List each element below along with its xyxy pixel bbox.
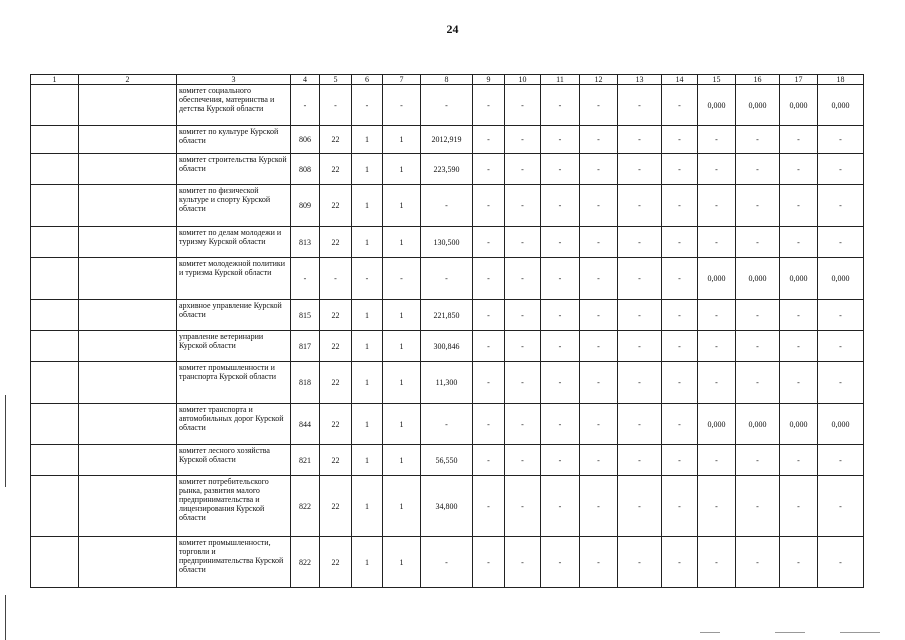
table-cell: - — [473, 300, 505, 331]
table-cell: 22 — [320, 404, 352, 445]
table-cell: 1 — [383, 227, 421, 258]
table-cell: 0,000 — [736, 85, 780, 126]
table-cell: - — [736, 331, 780, 362]
table-cell — [31, 537, 79, 588]
table-cell: - — [541, 476, 580, 537]
table-cell: - — [421, 258, 473, 300]
table-cell: - — [736, 445, 780, 476]
table-cell: - — [580, 362, 618, 404]
table-cell: 2012,919 — [421, 126, 473, 154]
table-cell: 808 — [291, 154, 320, 185]
table-cell: - — [505, 227, 541, 258]
table-cell — [79, 362, 177, 404]
table-cell: - — [618, 404, 662, 445]
table-cell: - — [698, 331, 736, 362]
table-cell: - — [421, 537, 473, 588]
page-number: 24 — [446, 22, 459, 36]
table-cell: - — [473, 258, 505, 300]
column-header: 18 — [818, 75, 864, 85]
table-cell: 22 — [320, 154, 352, 185]
table-cell: - — [505, 331, 541, 362]
table-cell: 1 — [352, 154, 383, 185]
table-cell: 11,300 — [421, 362, 473, 404]
table-cell: 1 — [352, 185, 383, 227]
table-cell: - — [505, 300, 541, 331]
table-cell: - — [505, 362, 541, 404]
table-row — [31, 362, 864, 404]
table-cell: - — [541, 445, 580, 476]
table-cell — [79, 258, 177, 300]
table-cell: - — [818, 126, 864, 154]
table-cell: - — [541, 331, 580, 362]
table-cell: - — [383, 258, 421, 300]
table-header-row — [31, 75, 864, 85]
table-cell: 22 — [320, 537, 352, 588]
table-cell: 1 — [383, 185, 421, 227]
table-cell: - — [580, 445, 618, 476]
org-name-cell: комитет молодежной политики и туризма Курской области — [177, 258, 291, 300]
table-cell: 221,850 — [421, 300, 473, 331]
column-header: 4 — [291, 75, 320, 85]
table-cell: - — [580, 258, 618, 300]
table-cell: 22 — [320, 185, 352, 227]
table-cell: - — [618, 331, 662, 362]
table-row — [31, 258, 864, 300]
table-cell: - — [818, 185, 864, 227]
table-cell: - — [618, 258, 662, 300]
table-cell: - — [698, 154, 736, 185]
table-cell: - — [780, 154, 818, 185]
table-cell: - — [580, 300, 618, 331]
table-cell: 0,000 — [780, 258, 818, 300]
column-header: 16 — [736, 75, 780, 85]
table-cell: 56,550 — [421, 445, 473, 476]
org-name-cell: комитет потребительского рынка, развития малого предпринимательства и лицензирования Курской области — [177, 476, 291, 537]
table-row — [31, 476, 864, 537]
table-cell: - — [421, 404, 473, 445]
table-row — [31, 85, 864, 126]
table-cell: - — [473, 362, 505, 404]
table-cell: 1 — [383, 300, 421, 331]
table-cell: - — [473, 331, 505, 362]
table-cell: - — [818, 300, 864, 331]
column-header: 15 — [698, 75, 736, 85]
table-cell: - — [473, 85, 505, 126]
table-cell: - — [736, 362, 780, 404]
table-cell: - — [736, 537, 780, 588]
table-cell: - — [541, 227, 580, 258]
table-cell: - — [541, 300, 580, 331]
table-row — [31, 537, 864, 588]
table-cell — [31, 227, 79, 258]
table-cell — [31, 445, 79, 476]
table-cell: 0,000 — [780, 404, 818, 445]
table-cell — [31, 362, 79, 404]
table-cell: - — [698, 537, 736, 588]
table-cell: - — [473, 126, 505, 154]
table-cell: 821 — [291, 445, 320, 476]
table-cell: - — [618, 126, 662, 154]
table-cell: - — [662, 126, 698, 154]
table-cell: - — [618, 476, 662, 537]
table-cell: 822 — [291, 476, 320, 537]
table-cell: - — [736, 300, 780, 331]
table-cell: - — [473, 404, 505, 445]
column-header: 5 — [320, 75, 352, 85]
table-cell: 22 — [320, 362, 352, 404]
column-header: 3 — [177, 75, 291, 85]
org-name-cell: комитет лесного хозяйства Курской области — [177, 445, 291, 476]
table-cell: 0,000 — [818, 258, 864, 300]
table-cell: 813 — [291, 227, 320, 258]
table-cell: - — [662, 300, 698, 331]
table-cell: - — [505, 258, 541, 300]
table-cell: - — [698, 126, 736, 154]
scan-artifact — [775, 632, 805, 633]
table-cell — [79, 331, 177, 362]
table-cell — [31, 185, 79, 227]
table-cell: - — [541, 154, 580, 185]
table-cell: - — [505, 154, 541, 185]
table-cell: 1 — [352, 362, 383, 404]
table-cell: - — [698, 185, 736, 227]
column-header: 2 — [79, 75, 177, 85]
table-cell: 223,590 — [421, 154, 473, 185]
column-header: 8 — [421, 75, 473, 85]
table-cell — [79, 154, 177, 185]
table-cell: 1 — [352, 126, 383, 154]
left-margin-line — [5, 395, 6, 487]
table-cell: 0,000 — [698, 258, 736, 300]
table-cell: 1 — [383, 331, 421, 362]
table-cell — [31, 331, 79, 362]
table-cell: - — [818, 362, 864, 404]
table-cell: - — [780, 126, 818, 154]
table-cell: - — [473, 154, 505, 185]
org-name-cell: комитет строительства Курской области — [177, 154, 291, 185]
table-body — [31, 85, 864, 588]
table-cell: - — [698, 476, 736, 537]
table-cell: - — [662, 154, 698, 185]
table-cell: - — [473, 537, 505, 588]
table-cell: - — [818, 227, 864, 258]
table-cell: 130,500 — [421, 227, 473, 258]
table-cell: - — [541, 185, 580, 227]
table-cell — [31, 300, 79, 331]
table-cell: - — [736, 476, 780, 537]
table-cell: 0,000 — [818, 85, 864, 126]
table-cell: 1 — [352, 331, 383, 362]
table-cell: - — [618, 154, 662, 185]
table-cell: 844 — [291, 404, 320, 445]
table-cell: - — [662, 258, 698, 300]
table-cell — [31, 126, 79, 154]
table-cell: 1 — [383, 537, 421, 588]
table-cell: - — [473, 476, 505, 537]
table-cell — [31, 154, 79, 185]
table-cell: 1 — [352, 227, 383, 258]
left-margin-line-lower — [5, 595, 6, 640]
table-cell — [79, 300, 177, 331]
table-cell: - — [505, 126, 541, 154]
table-cell: 806 — [291, 126, 320, 154]
table-cell: - — [541, 537, 580, 588]
table-cell: - — [780, 476, 818, 537]
table-cell: 22 — [320, 331, 352, 362]
table-cell: - — [505, 85, 541, 126]
table-cell: - — [618, 445, 662, 476]
table-cell: - — [541, 404, 580, 445]
table-cell: 815 — [291, 300, 320, 331]
table-cell: 1 — [352, 300, 383, 331]
table-row — [31, 300, 864, 331]
table-cell: - — [818, 476, 864, 537]
table-cell: - — [618, 362, 662, 404]
column-header: 10 — [505, 75, 541, 85]
table-cell: 0,000 — [736, 258, 780, 300]
table-cell: - — [662, 445, 698, 476]
table-cell — [79, 85, 177, 126]
table-cell: - — [473, 185, 505, 227]
table-cell: - — [698, 445, 736, 476]
table-cell: - — [618, 85, 662, 126]
table-cell: 1 — [383, 362, 421, 404]
table-row — [31, 185, 864, 227]
scan-artifact — [840, 632, 880, 633]
table-cell: 1 — [352, 476, 383, 537]
table-cell: - — [818, 331, 864, 362]
column-header: 7 — [383, 75, 421, 85]
table-cell: 0,000 — [698, 404, 736, 445]
table-cell: - — [662, 331, 698, 362]
table-cell: 22 — [320, 476, 352, 537]
table-cell: - — [291, 85, 320, 126]
column-header: 1 — [31, 75, 79, 85]
table-cell: - — [580, 185, 618, 227]
table-cell: 22 — [320, 126, 352, 154]
table-cell — [31, 258, 79, 300]
table-cell: 0,000 — [736, 404, 780, 445]
table-cell: 1 — [383, 445, 421, 476]
table-cell: 22 — [320, 227, 352, 258]
table-cell: 0,000 — [780, 85, 818, 126]
column-header: 14 — [662, 75, 698, 85]
table-cell: - — [580, 331, 618, 362]
table-cell: - — [541, 126, 580, 154]
table-cell: - — [580, 537, 618, 588]
table-cell: - — [780, 227, 818, 258]
table-cell: - — [291, 258, 320, 300]
table-cell: - — [505, 404, 541, 445]
table-cell: - — [473, 445, 505, 476]
table-cell: 1 — [352, 537, 383, 588]
budget-table — [30, 74, 864, 588]
column-header: 11 — [541, 75, 580, 85]
table-cell — [79, 476, 177, 537]
table-cell: 22 — [320, 300, 352, 331]
table-cell: 1 — [383, 476, 421, 537]
table-cell: - — [505, 445, 541, 476]
org-name-cell: комитет по культуре Курской области — [177, 126, 291, 154]
table-cell: - — [580, 404, 618, 445]
table-cell: - — [662, 185, 698, 227]
table-cell: 1 — [383, 154, 421, 185]
column-header: 17 — [780, 75, 818, 85]
table-cell: - — [618, 300, 662, 331]
table-cell: - — [580, 85, 618, 126]
table-cell: 818 — [291, 362, 320, 404]
table-cell: - — [780, 300, 818, 331]
table-row — [31, 227, 864, 258]
table-cell — [79, 537, 177, 588]
table-cell: - — [662, 476, 698, 537]
table-cell: - — [580, 227, 618, 258]
table-cell: - — [580, 154, 618, 185]
table-cell: - — [352, 258, 383, 300]
table-cell: 822 — [291, 537, 320, 588]
table-cell: 1 — [383, 404, 421, 445]
table-cell: - — [736, 154, 780, 185]
table-cell: 1 — [383, 126, 421, 154]
table-cell: - — [818, 445, 864, 476]
table-cell: - — [421, 85, 473, 126]
org-name-cell: управление ветеринарии Курской области — [177, 331, 291, 362]
scan-artifact — [700, 632, 720, 633]
table-cell: - — [383, 85, 421, 126]
org-name-cell: комитет промышленности, торговли и предпринимательства Курской области — [177, 537, 291, 588]
table-cell: 809 — [291, 185, 320, 227]
table-cell: 1 — [352, 404, 383, 445]
table-cell: 817 — [291, 331, 320, 362]
table-cell: 0,000 — [818, 404, 864, 445]
table-cell: - — [662, 362, 698, 404]
table-cell: - — [505, 185, 541, 227]
table-cell: - — [780, 537, 818, 588]
table-row — [31, 404, 864, 445]
table-cell: - — [541, 85, 580, 126]
table-cell: - — [736, 227, 780, 258]
table-cell — [79, 404, 177, 445]
table-cell — [79, 126, 177, 154]
table-cell: - — [780, 185, 818, 227]
table-cell — [79, 227, 177, 258]
table-cell: - — [698, 300, 736, 331]
table-cell: - — [662, 85, 698, 126]
table-cell: - — [662, 537, 698, 588]
column-header: 9 — [473, 75, 505, 85]
table-cell: - — [320, 85, 352, 126]
table-cell: - — [421, 185, 473, 227]
column-header: 6 — [352, 75, 383, 85]
table-cell: - — [352, 85, 383, 126]
column-header: 13 — [618, 75, 662, 85]
table-cell: - — [736, 185, 780, 227]
table-cell: - — [541, 258, 580, 300]
table-cell — [31, 476, 79, 537]
table-row — [31, 445, 864, 476]
table-cell — [31, 85, 79, 126]
table-cell: - — [818, 154, 864, 185]
table-cell: - — [698, 362, 736, 404]
org-name-cell: архивное управление Курской области — [177, 300, 291, 331]
table-cell: - — [662, 404, 698, 445]
table-cell: 22 — [320, 445, 352, 476]
table-row — [31, 126, 864, 154]
table-cell — [79, 445, 177, 476]
table-cell: - — [320, 258, 352, 300]
table-cell: - — [505, 537, 541, 588]
table-row — [31, 331, 864, 362]
table-cell: - — [780, 362, 818, 404]
table-cell: 0,000 — [698, 85, 736, 126]
table-cell: - — [780, 445, 818, 476]
table-cell: - — [580, 476, 618, 537]
table-cell — [31, 404, 79, 445]
org-name-cell: комитет по делам молодежи и туризму Курской области — [177, 227, 291, 258]
table-cell: 1 — [352, 445, 383, 476]
table-cell — [79, 185, 177, 227]
table-row — [31, 154, 864, 185]
table-cell: - — [541, 362, 580, 404]
table-cell: - — [505, 476, 541, 537]
table-cell: - — [618, 185, 662, 227]
table-cell: - — [618, 227, 662, 258]
table-cell: - — [580, 126, 618, 154]
table-cell: - — [698, 227, 736, 258]
org-name-cell: комитет социального обеспечения, материнства и детства Курской области — [177, 85, 291, 126]
table-cell: - — [818, 537, 864, 588]
table-cell: 300,846 — [421, 331, 473, 362]
org-name-cell: комитет по физической культуре и спорту Курской области — [177, 185, 291, 227]
org-name-cell: комитет промышленности и транспорта Курской области — [177, 362, 291, 404]
table-cell: 34,800 — [421, 476, 473, 537]
table-cell: - — [780, 331, 818, 362]
column-header: 12 — [580, 75, 618, 85]
org-name-cell: комитет транспорта и автомобильных дорог Курской области — [177, 404, 291, 445]
table-cell: - — [662, 227, 698, 258]
table-cell: - — [736, 126, 780, 154]
table-cell: - — [618, 537, 662, 588]
table-cell: - — [473, 227, 505, 258]
